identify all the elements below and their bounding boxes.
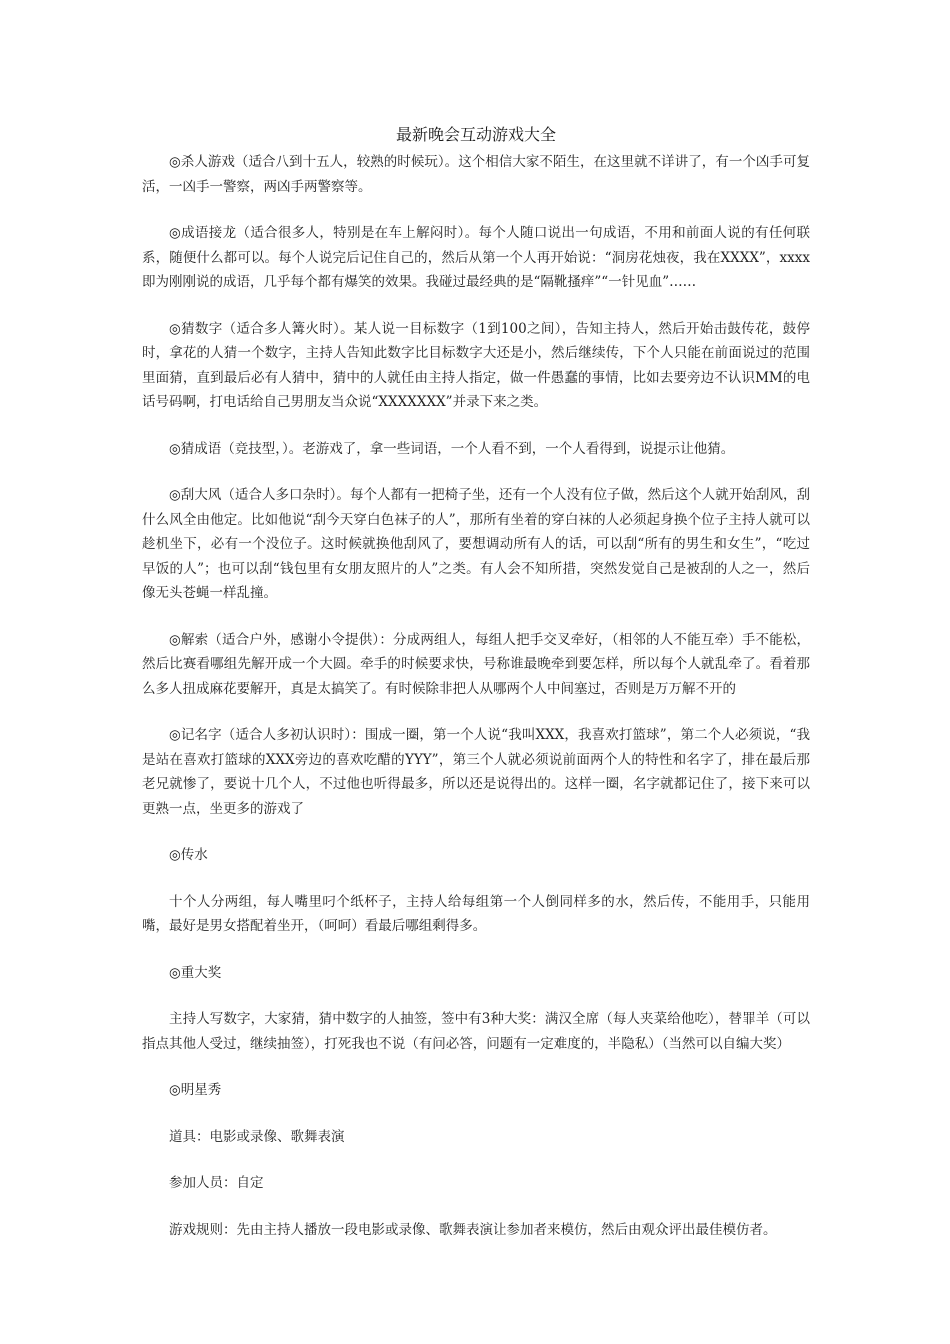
paragraph-guess-idiom: ◎猜成语（竞技型，）。老游戏了，拿一些词语，一个人看不到，一个人看得到，说提示让他猜。 xyxy=(169,440,735,457)
heading-pass-water: ◎传水 xyxy=(169,847,208,863)
paragraph-participants: 参加人员：自定 xyxy=(169,1175,264,1191)
paragraph-big-wind: ◎刮大风（适合人多口杂时）。每个人都有一把椅子坐，还有一个人没有位子做，然后这个人就开始刮风，刮什么风全由他定。比如他说“刮今天穿白色袜子的人”，那所有坐着的穿白袜的人必须起身换个位子主持人就可以趁机坐下，必有一个没位子。这时候就换他刮风了，要想调动所有人的话，可以刮“所有的男生和女生”，“吃过早饭的人”；也可以刮“钱包里有女朋友照片的人”之类。有人会不知所措，突然发觉自己是被刮的人之一，然后像无头苍蝇一样乱撞。 xyxy=(142,487,810,601)
heading-star-show: ◎明星秀 xyxy=(169,1082,222,1098)
paragraph-game-rules: 游戏规则：先由主持人播放一段电影或录像、歌舞表演让参加者来模仿，然后由观众评出最佳模仿者。 xyxy=(169,1221,777,1238)
document-title: 最新晚会互动游戏大全 xyxy=(395,125,556,144)
paragraph-idiom-chain: ◎成语接龙（适合很多人，特别是在车上解闷时）。每个人随口说出一句成语，不用和前面人说的有任何联系，随便什么都可以。每个人说完后记住自己的，然后从第一个人再开始说：“洞房花烛夜，我在XXXX”，xxxx即为刚刚说的成语，几乎每个都有爆笑的效果。我碰过最经典的是“隔靴搔痒”“一针见血”…… xyxy=(142,225,810,290)
paragraph-guess-number: ◎猜数字（适合多人篝火时）。某人说一目标数字（1到100之间），告知主持人，然后开始击鼓传花，鼓停时，拿花的人猜一个数字，主持人告知此数字比目标数字大还是小，然后继续传，下个人只能在前面说过的范围里面猜，直到最后必有人猜中，猜中的人就任由主持人指定，做一件愚蠢的事情，比如去要旁边不认识MM的电话号码啊，打电话给自己男朋友当众说“XXXXXXX”并录下来之类。 xyxy=(142,320,810,410)
document-page xyxy=(142,122,810,1242)
heading-grand-prize: ◎重大奖 xyxy=(169,964,222,981)
paragraph-grand-prize: 主持人写数字，大家猜，猜中数字的人抽签，签中有3种大奖：满汉全席（每人夹菜给他吃），替罪羊（可以指点其他人受过，继续抽签），打死我也不说（有问必答，问题有一定难度的，半隐私）（当然可以自编大奖） xyxy=(142,1011,810,1052)
paragraph-untie-knot: ◎解索（适合户外，感谢小令提供）：分成两组人，每组人把手交叉牵好，（相邻的人不能互牵）手不能松，然后比赛看哪组先解开成一个大圆。牵手的时候要求快，号称谁最晚牵到要怎样，所以每个人就乱牵了。看着那么多人扭成麻花要解开，真是太搞笑了。有时候除非把人从哪两个人中间塞过，否则是万万解不开的 xyxy=(142,631,810,697)
paragraph-pass-water: 十个人分两组，每人嘴里叼个纸杯子，主持人给每组第一个人倒同样多的水，然后传，不能用手，只能用嘴，最好是男女搭配着坐开，（呵呵）看最后哪组剩得多。 xyxy=(142,893,810,934)
paragraph-props: 道具：电影或录像、歌舞表演 xyxy=(169,1128,345,1145)
paragraph-remember-names: ◎记名字（适合人多初认识时）：围成一圈，第一个人说“我叫XXX，我喜欢打篮球”，第二个人必须说，“我是站在喜欢打篮球的XXX旁边的喜欢吃醋的YYY”，第三个人就必须说前面两个人的特性和名字了，排在最后那老兄就惨了，要说十几个人，不过他也听得最多，所以还是说得出的。这样一圈，名字就都记住了，接下来可以更熟一点，坐更多的游戏了 xyxy=(142,727,810,817)
paragraph-killer-game: ◎杀人游戏（适合八到十五人，较熟的时候玩）。这个相信大家不陌生，在这里就不详讲了，有一个凶手可复活，一凶手一警察，两凶手两警察等。 xyxy=(142,154,810,195)
